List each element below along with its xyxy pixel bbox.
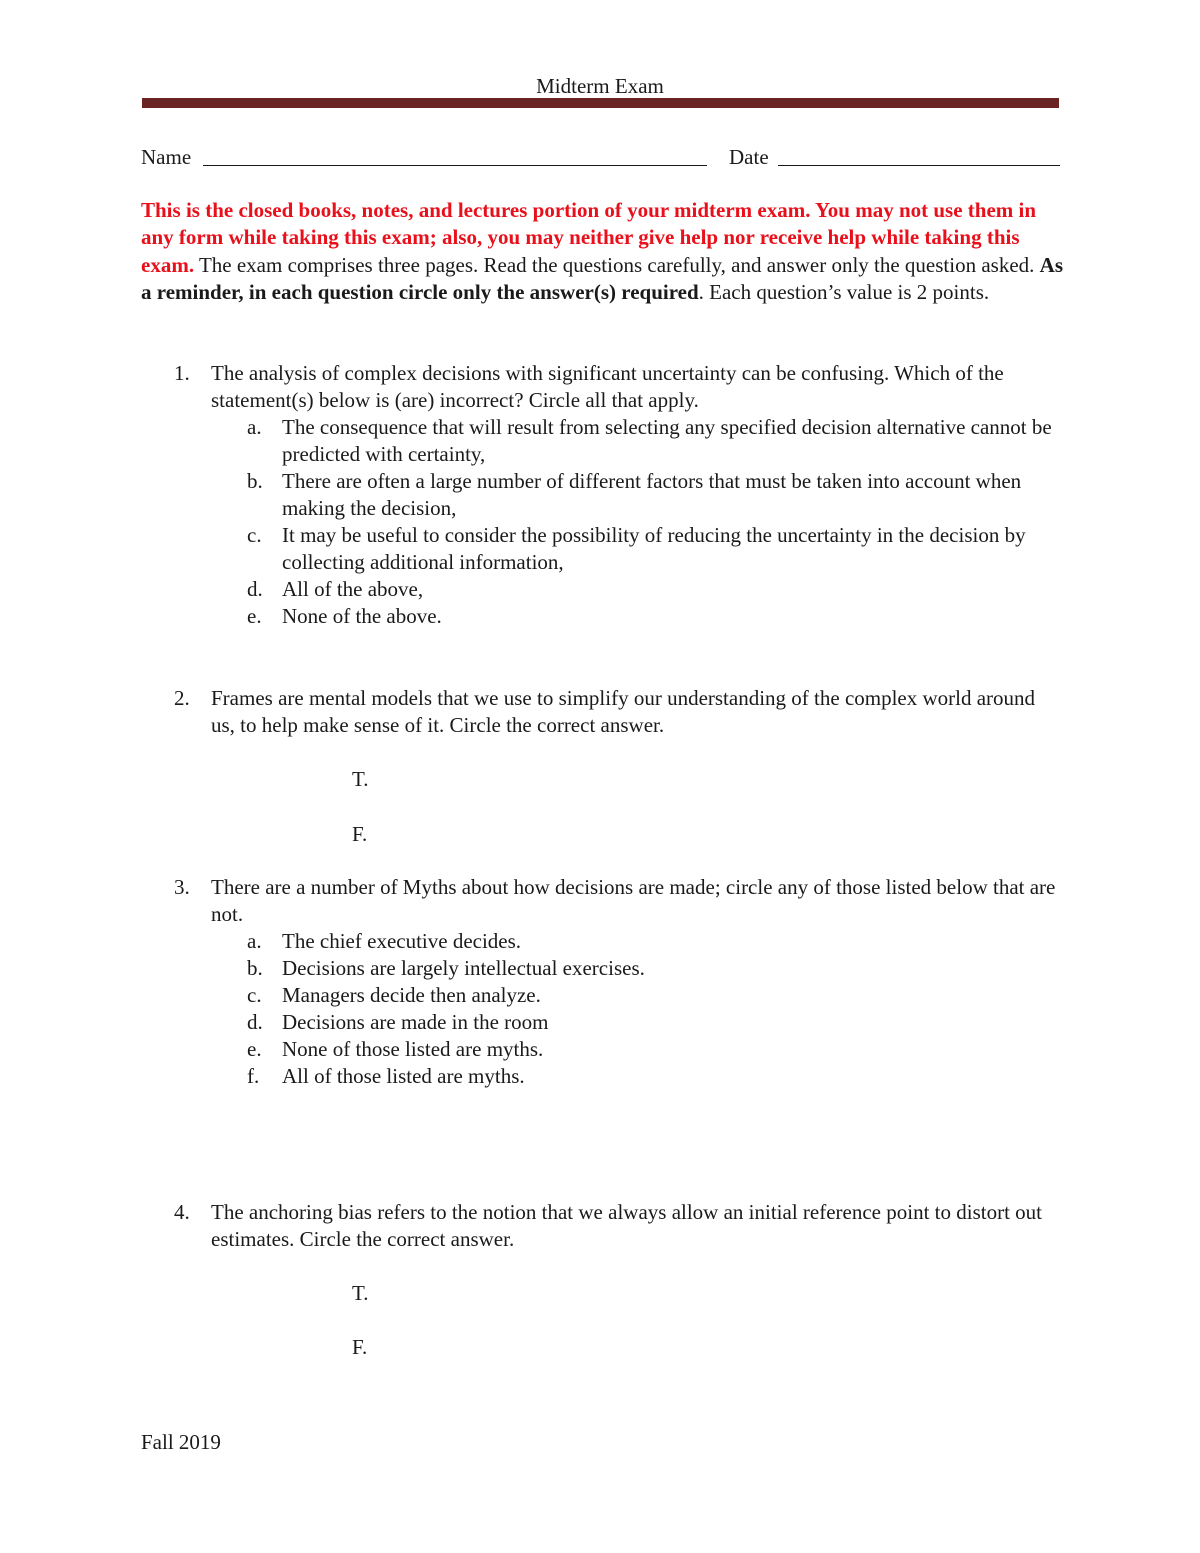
question-number: 1. [174, 361, 190, 385]
option-e[interactable] [211, 1036, 1064, 1063]
option-letter: f. [247, 1064, 260, 1088]
option-text: The consequence that will result from selecting any specified decision alternative cannot be predicted with certainty, [282, 415, 1052, 466]
option-letter: d. [247, 1010, 263, 1034]
page-header-title: Midterm Exam [536, 74, 664, 98]
option-text: All of those listed are myths. [282, 1064, 525, 1088]
option-letter: e. [247, 604, 262, 628]
date-field[interactable] [778, 165, 1060, 166]
option-text: It may be useful to consider the possibility of reducing the uncertainty in the decision by collecting additional information, [282, 523, 1026, 574]
answer-false[interactable]: F. [352, 822, 368, 846]
option-letter: c. [247, 523, 262, 547]
question-number: 3. [174, 875, 190, 899]
question-number: 4. [174, 1200, 190, 1224]
question-number: 2. [174, 686, 190, 710]
option-a[interactable] [211, 928, 1064, 955]
answer-true[interactable]: T. [352, 1281, 369, 1305]
question-options [211, 414, 1064, 630]
date-label: Date [729, 145, 769, 169]
page-footer: Fall 2019 [141, 1430, 221, 1454]
question-text: The analysis of complex decisions with significant uncertainty can be confusing. Which of the statement(s) below is (are) incorrect? Circle all that apply. [211, 361, 1004, 412]
question-text: There are a number of Myths about how decisions are made; circle any of those listed below that are not. [211, 875, 1056, 926]
option-text: Decisions are largely intellectual exercises. [282, 956, 645, 980]
option-letter: b. [247, 956, 263, 980]
option-text: All of the above, [282, 577, 424, 601]
header-rule [142, 98, 1059, 108]
option-d[interactable] [211, 576, 1064, 603]
instructions-warning: This is the closed books, notes, and lectures portion of your midterm exam. You may not use them in any form while taking this exam; also, you may neither give help nor receive help while taking this exam. [141, 198, 1037, 277]
option-letter: c. [247, 983, 262, 1007]
question-1 [174, 360, 1064, 630]
option-b[interactable] [211, 468, 1064, 522]
question-text: Frames are mental models that we use to simplify our understanding of the complex world around us, to help make sense of it. Circle the correct answer. [211, 686, 1036, 737]
option-b[interactable] [211, 955, 1064, 982]
question-4 [174, 1199, 1064, 1253]
option-e[interactable] [211, 603, 1064, 630]
answer-false[interactable]: F. [352, 1335, 368, 1359]
option-text: Managers decide then analyze. [282, 983, 541, 1007]
option-c[interactable] [211, 522, 1064, 576]
question-options [211, 928, 1064, 1090]
question-text: The anchoring bias refers to the notion that we always allow an initial reference point to distort out estimates. Circle the correct answer. [211, 1200, 1042, 1251]
option-text: None of the above. [282, 604, 442, 628]
option-letter: a. [247, 415, 262, 439]
option-letter: b. [247, 469, 263, 493]
option-d[interactable] [211, 1009, 1064, 1036]
question-2 [174, 685, 1064, 739]
answer-true[interactable]: T. [352, 767, 369, 791]
option-letter: d. [247, 577, 263, 601]
instructions-text: The exam comprises three pages. Read the questions carefully, and answer only the question asked. [194, 252, 1040, 277]
option-letter: e. [247, 1037, 262, 1061]
option-f[interactable] [211, 1063, 1064, 1090]
option-text: There are often a large number of different factors that must be taken into account when making the decision, [282, 469, 1022, 520]
name-date-line [141, 144, 1061, 170]
name-label: Name [141, 145, 192, 169]
instructions-reminder: As a reminder, in each question circle only the answer(s) required [141, 252, 1063, 304]
question-3 [174, 874, 1064, 1090]
option-a[interactable] [211, 414, 1064, 468]
instructions-points: . Each question’s value is 2 points. [698, 279, 990, 304]
exam-instructions [141, 197, 1066, 306]
option-text: Decisions are made in the room [282, 1010, 549, 1034]
option-text: None of those listed are myths. [282, 1037, 544, 1061]
option-letter: a. [247, 929, 262, 953]
option-text: The chief executive decides. [282, 929, 522, 953]
option-c[interactable] [211, 982, 1064, 1009]
name-field[interactable] [203, 165, 707, 166]
